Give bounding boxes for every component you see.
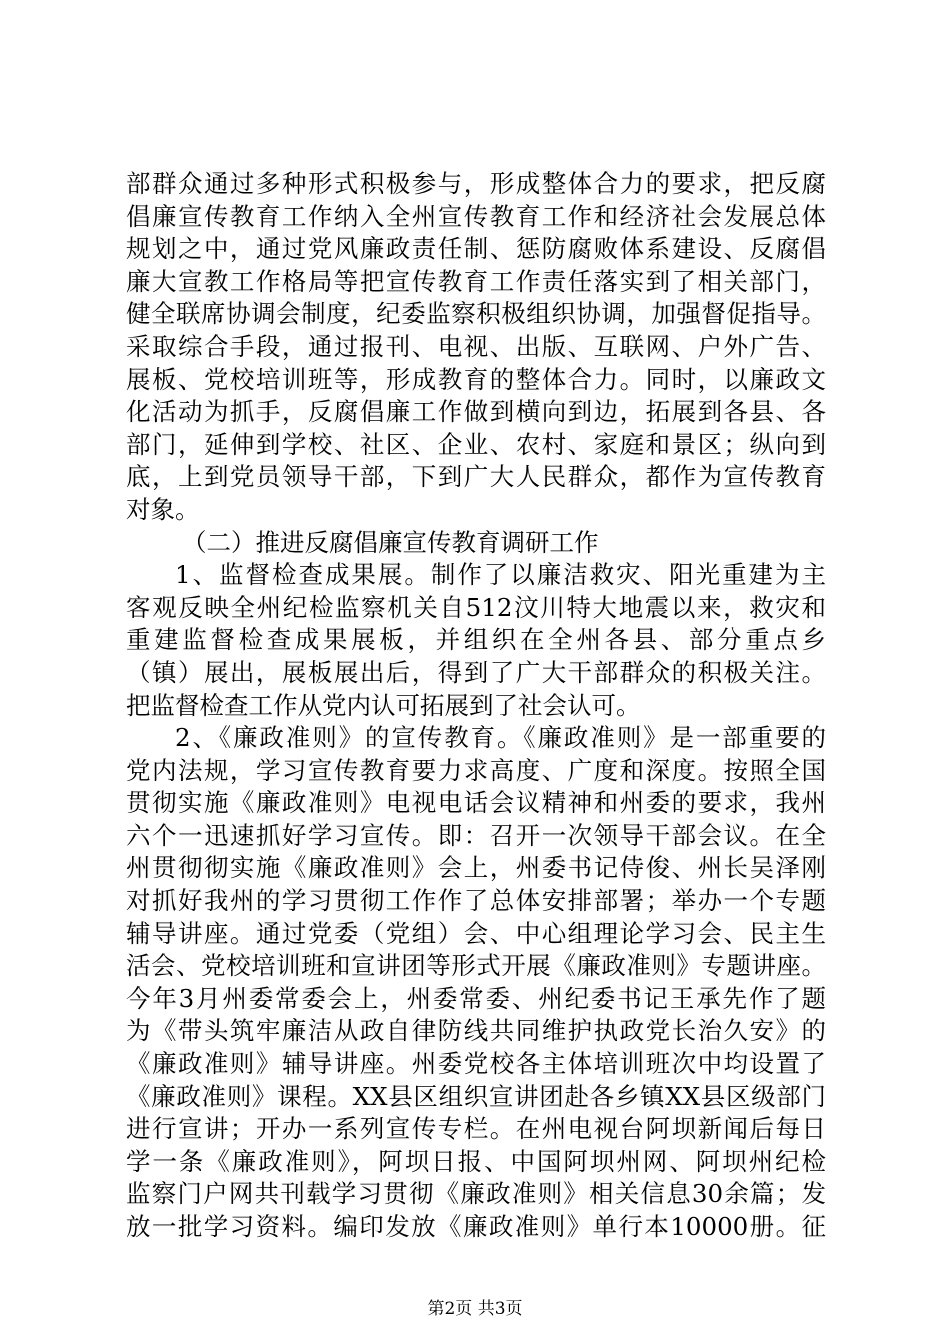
text-line: 《廉政准则》课程。XX县区组织宣讲团赴各乡镇XX县区级部门	[126, 1081, 826, 1111]
text-line: 廉大宣教工作格局等把宣传教育工作责任落实到了相关部门，	[126, 266, 826, 296]
text-line: 对象。	[126, 494, 200, 524]
text-line: 《廉政准则》辅导讲座。州委党校各主体培训班次中均设置了	[126, 1049, 826, 1079]
text-line: 采取综合手段，通过报刊、电视、出版、互联网、户外广告、	[126, 331, 826, 361]
text-line: 规划之中，通过党风廉政责任制、惩防腐败体系建设、反腐倡	[126, 234, 826, 264]
text-line: 对抓好我州的学习贯彻工作作了总体安排部署；举办一个专题	[126, 886, 826, 916]
text-line: 放一批学习资料。编印发放《廉政准则》单行本10000册。征	[126, 1212, 826, 1241]
text-line: 把监督检查工作从党内认可拓展到了社会认可。	[126, 690, 641, 720]
text-line: 展板、党校培训班等，形成教育的整体合力。同时，以廉政文	[126, 364, 826, 394]
text-line: 州贯彻彻实施《廉政准则》会上，州委书记侍俊、州长吴泽刚	[126, 853, 826, 883]
text-line: 党内法规，学习宣传教育要力求高度、广度和深度。按照全国	[126, 755, 826, 785]
text-line: 活会、党校培训班和宣讲团等形式开展《廉政准则》专题讲座。	[126, 951, 826, 981]
page-footer: 第2页 共3页	[427, 1299, 523, 1319]
text-line: （二）推进反腐倡廉宣传教育调研工作	[182, 527, 599, 557]
text-line: 部群众通过多种形式积极参与，形成整体合力的要求，把反腐	[126, 169, 826, 198]
text-line: 今年3月州委常委会上，州委常委、州纪委书记王承先作了题	[126, 983, 826, 1013]
text-line: 进行宣讲；开办一系列宣传专栏。在州电视台阿坝新闻后每日	[126, 1114, 826, 1144]
text-line: 贯彻实施《廉政准则》电视电话会议精神和州委的要求，我州	[126, 788, 826, 818]
text-line: 重建监督检查成果展板，并组织在全州各县、部分重点乡	[126, 625, 826, 655]
text-line: 辅导讲座。通过党委（党组）会、中心组理论学习会、民主生	[126, 918, 826, 948]
text-line: 学一条《廉政准则》，阿坝日报、中国阿坝州网、阿坝州纪检	[126, 1146, 826, 1176]
body-text	[126, 168, 826, 1244]
text-line: 健全联席协调会制度，纪委监察积极组织协调，加强督促指导。	[126, 299, 826, 329]
text-line: 部门，延伸到学校、社区、企业、农村、家庭和景区；纵向到	[126, 429, 826, 459]
text-line: 监察门户网共刊载学习贯彻《廉政准则》相关信息30余篇；发	[126, 1179, 826, 1209]
text-line: 为《带头筑牢廉洁从政自律防线共同维护执政党长治久安》的	[126, 1016, 826, 1046]
text-line: 2、《廉政准则》的宣传教育。《廉政准则》是一部重要的	[175, 723, 826, 753]
text-line: 1、监督检查成果展。制作了以廉洁救灾、阳光重建为主	[175, 560, 826, 590]
text-line: 六个一迅速抓好学习宣传。即：召开一次领导干部会议。在全	[126, 820, 826, 850]
text-line: （镇）展出，展板展出后，得到了广大干部群众的积极关注。	[126, 657, 826, 687]
text-line: 客观反映全州纪检监察机关自512汶川特大地震以来，救灾和	[126, 592, 826, 622]
text-line: 倡廉宣传教育工作纳入全州宣传教育工作和经济社会发展总体	[126, 201, 826, 231]
text-line: 底，上到党员领导干部，下到广大人民群众，都作为宣传教育	[126, 462, 826, 492]
text-line: 化活动为抓手，反腐倡廉工作做到横向到边，拓展到各县、各	[126, 397, 826, 427]
